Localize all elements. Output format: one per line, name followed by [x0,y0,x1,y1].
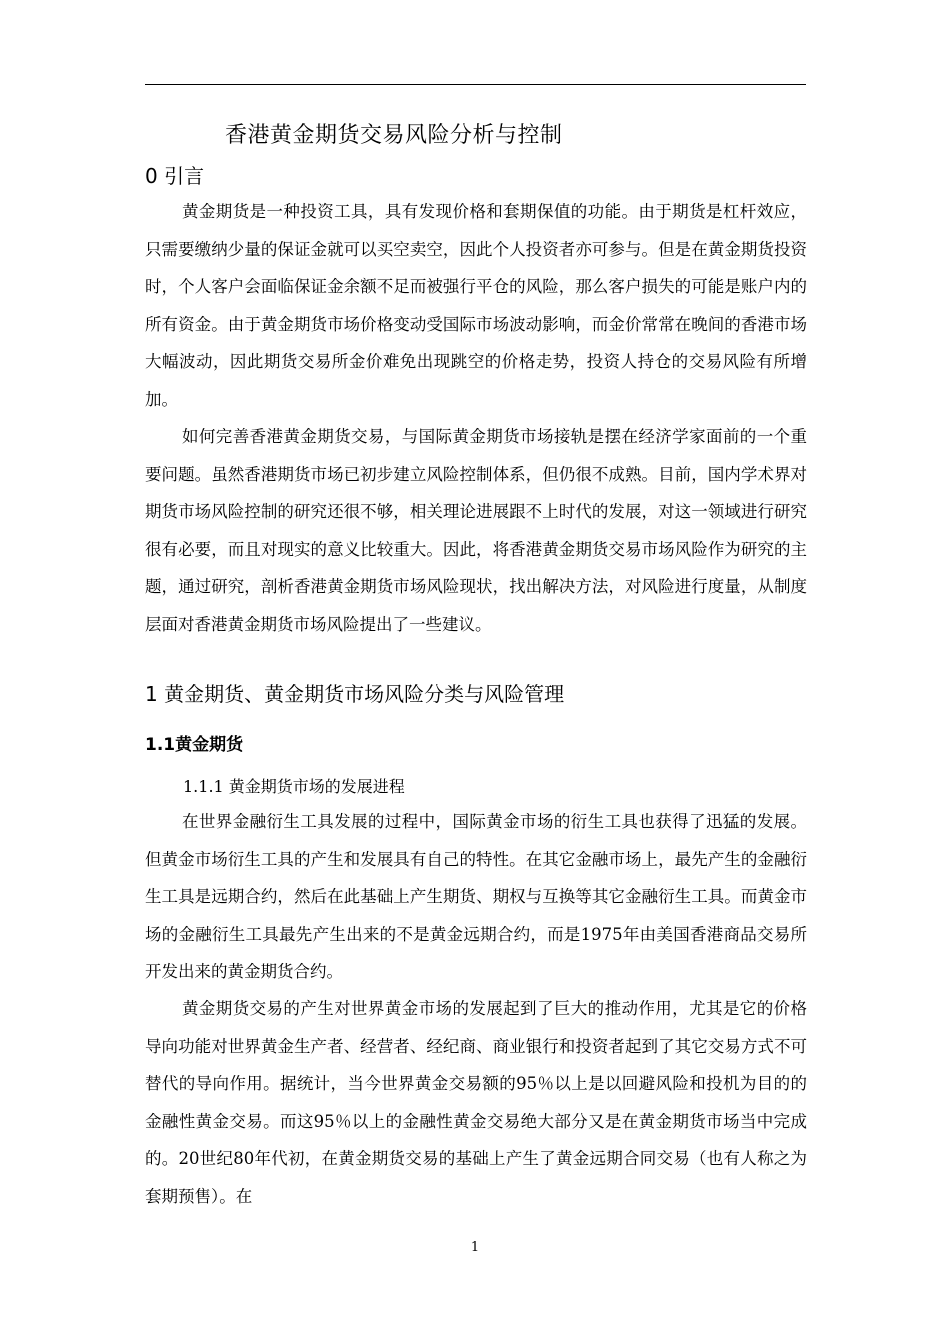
body-paragraph-1: 在世界金融衍生工具发展的过程中，国际黄金市场的衍生工具也获得了迅猛的发展。但黄金市场衍生工具的产生和发展具有自己的特性。在其它金融市场上，最先产生的金融衍生工具是远期合约，然后在此基础上产生期货、期权与互换等其它金融衍生工具。而黄金市场的金融衍生工具最先产生出来的不是黄金远期合约，而是1975年由美国香港商品交易所开发出来的黄金期货合约。 [145,812,807,981]
page-number: 1 [470,1240,480,1255]
body-paragraph-2: 黄金期货交易的产生对世界黄金市场的发展起到了巨大的推动作用，尤其是它的价格导向功能对世界黄金生产者、经营者、经纪商、商业银行和投资者起到了其它交易方式不可替代的导向作用。据统计，当今世界黄金交易额的95％以上是以回避风险和投机为目的的金融性黄金交易。而这95％以上的金融性黄金交易绝大部分又是在黄金期货市场当中完成的。20世纪80年代初，在黄金期货交易的基础上产生了黄金远期合同交易（也有人称之为套期预售）。在 [145,999,807,1206]
section-heading-introduction: 0 引言 [145,164,205,188]
section-heading-1: 1 黄金期货、黄金期货市场风险分类与风险管理 [145,682,565,706]
section-heading-1-1-1: 1.1.1 黄金期货市场的发展进程 [183,777,405,796]
intro-paragraph-1: 黄金期货是一种投资工具，具有发现价格和套期保值的功能。由于期货是杠杆效应，只需要缴纳少量的保证金就可以买空卖空，因此个人投资者亦可参与。但是在黄金期货投资时，个人客户会面临保证金余额不足而被强行平仓的风险，那么客户损失的可能是账户内的所有资金。由于黄金期货市场价格变动受国际市场波动影响，而金价常常在晚间的香港市场大幅波动，因此期货交易所金价难免出现跳空的价格走势，投资人持仓的交易风险有所增加。 [145,202,807,409]
section-heading-1-1: 1.1黄金期货 [145,735,244,755]
intro-paragraph-2: 如何完善香港黄金期货交易，与国际黄金期货市场接轨是摆在经济学家面前的一个重要问题。虽然香港期货市场已初步建立风险控制体系，但仍很不成熟。目前，国内学术界对期货市场风险控制的研究还很不够，相关理论进展跟不上时代的发展，对这一领域进行研究很有必要，而且对现实的意义比较重大。因此，将香港黄金期货交易市场风险作为研究的主题，通过研究，剖析香港黄金期货市场风险现状，找出解决方法，对风险进行度量，从制度层面对香港黄金期货市场风险提出了一些建议。 [145,427,807,634]
document-title: 香港黄金期货交易风险分析与控制 [225,123,563,148]
header-rule [145,84,806,85]
